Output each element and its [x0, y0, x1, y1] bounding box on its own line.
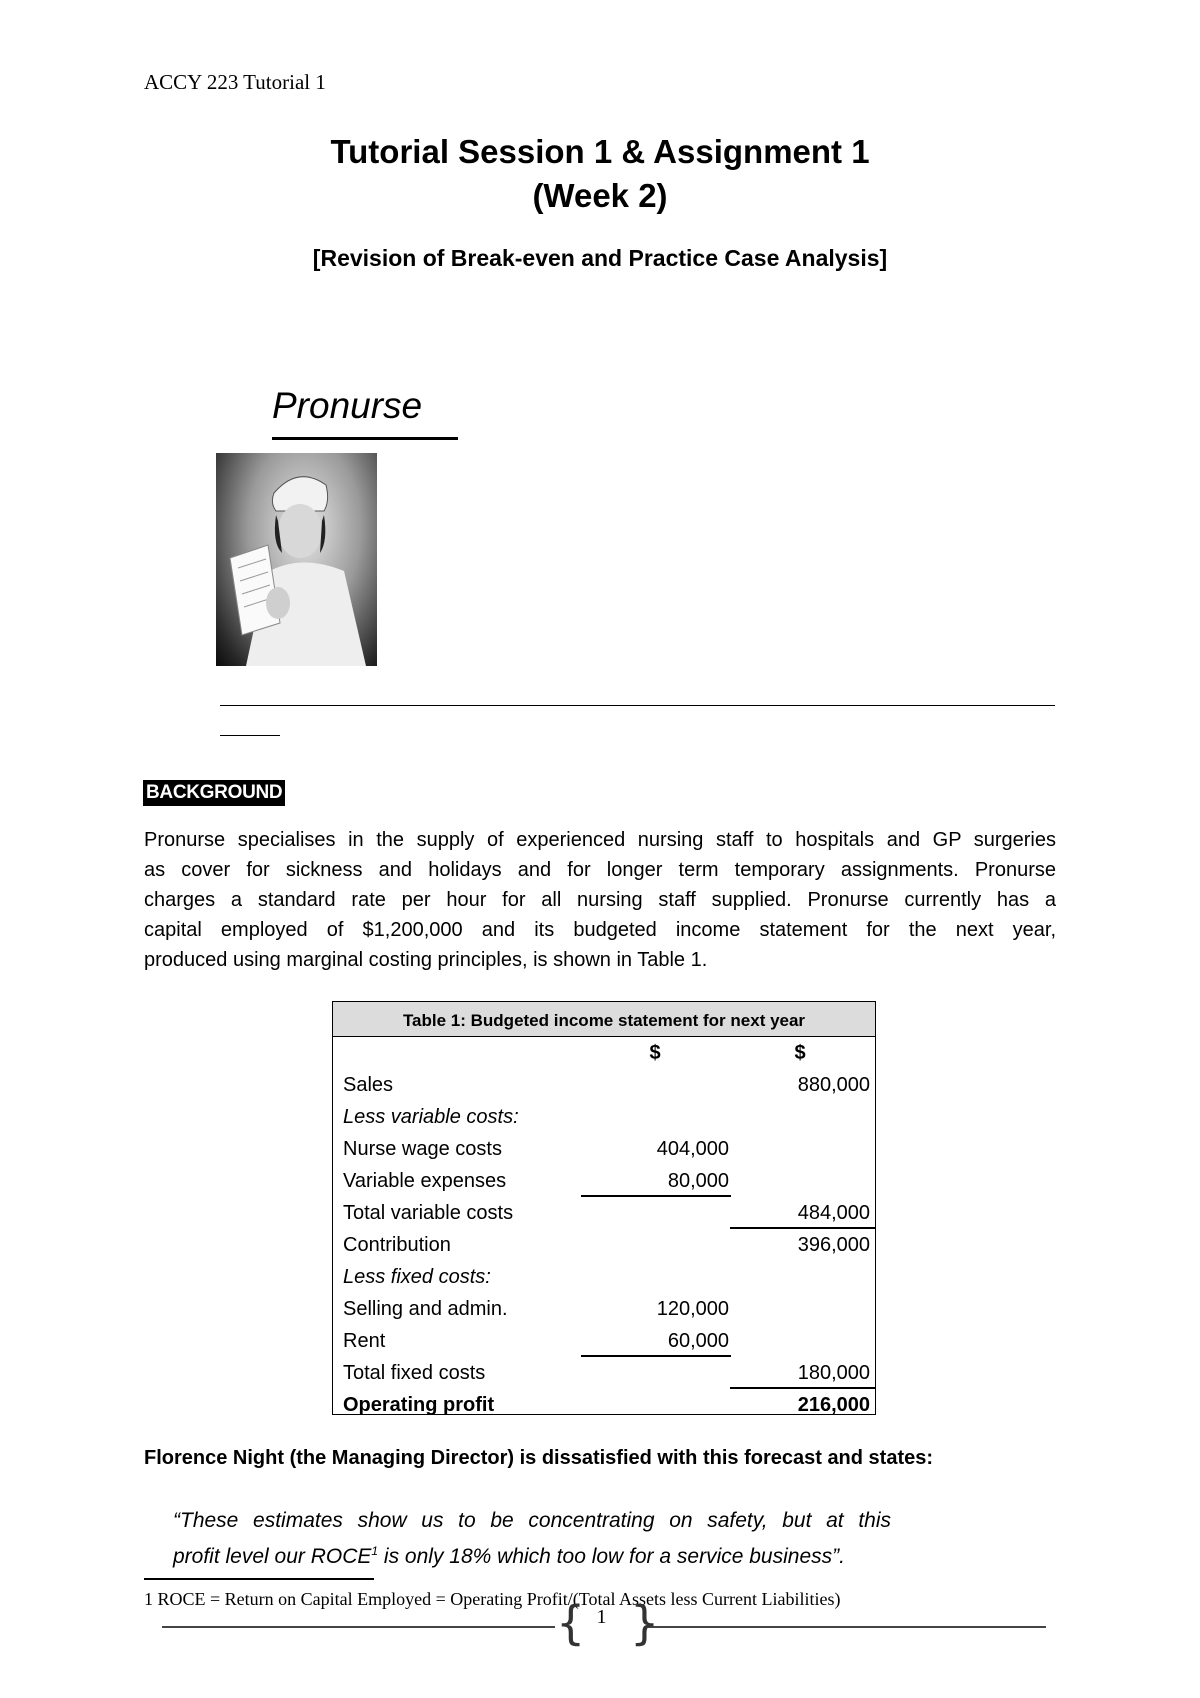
table-header-row [333, 1037, 875, 1069]
table-row [333, 1101, 875, 1133]
running-header: ACCY 223 Tutorial 1 [144, 70, 326, 94]
quote-line [173, 1536, 891, 1572]
row-label: Total variable costs [343, 1202, 514, 1224]
table-row [333, 1261, 875, 1293]
row-value: 880,000 [797, 1074, 870, 1096]
row-label: Selling and admin. [343, 1298, 508, 1320]
paragraph-line: charges a standard rate per hour for all nursing staff supplied. Pronurse currently has a [144, 889, 1056, 911]
table-row [333, 1229, 875, 1261]
table-row [333, 1389, 875, 1421]
table-row [333, 1069, 875, 1101]
row-label: Sales [343, 1074, 394, 1096]
table-row [333, 1325, 875, 1357]
table-caption: Table 1: Budgeted income statement for next year [333, 1002, 875, 1037]
footnote-marker: 1 [371, 1544, 379, 1558]
section-badge: BACKGROUND [143, 780, 285, 806]
table-row [333, 1357, 875, 1389]
column-header: $ [649, 1042, 661, 1064]
row-label: Nurse wage costs [343, 1138, 502, 1160]
table-row [333, 1165, 875, 1197]
background-paragraph [144, 825, 1056, 975]
row-value: 396,000 [797, 1234, 870, 1256]
footnote-separator [144, 1578, 374, 1580]
row-value: 60,000 [667, 1330, 729, 1352]
row-value: 404,000 [656, 1138, 729, 1160]
row-value: 80,000 [667, 1170, 729, 1192]
row-label: Operating profit [343, 1394, 495, 1416]
page-number: 1 [596, 1606, 607, 1628]
row-label: Rent [343, 1330, 386, 1352]
table-row [333, 1293, 875, 1325]
footnote: 1 ROCE = Return on Capital Employed = Operating Profit/(Total Assets less Current Liabilities) [144, 1589, 841, 1609]
table-row [333, 1133, 875, 1165]
nurse-photo [216, 453, 377, 666]
row-value: 120,000 [656, 1298, 729, 1320]
right-brace-icon: } [630, 1596, 660, 1650]
subtitle: [Revision of Break-even and Practice Case Analysis] [312, 245, 888, 271]
row-value: 180,000 [797, 1362, 870, 1384]
quote-text: is only 18% which too low for a service business”. [378, 1545, 845, 1568]
quote-line: “These estimates show us to be concentrating on safety, but at this [173, 1509, 891, 1532]
row-value: 484,000 [797, 1202, 870, 1224]
income-statement-table [332, 1001, 876, 1415]
separator-line [220, 705, 1055, 706]
paragraph-line: Pronurse specialises in the supply of experienced nursing staff to hospitals and GP surgeries [144, 829, 1056, 851]
column-header: $ [794, 1042, 806, 1064]
footer-line [162, 1626, 555, 1628]
title-line-1: Tutorial Session 1 & Assignment 1 [330, 133, 870, 170]
row-value: 216,000 [797, 1394, 870, 1416]
row-label: Less variable costs: [343, 1106, 519, 1128]
row-label: Variable expenses [343, 1170, 507, 1192]
nurse-illustration [216, 453, 377, 666]
table-row [333, 1197, 875, 1229]
footer-line [648, 1626, 1046, 1628]
brand-name: Pronurse [272, 385, 423, 426]
paragraph-line: capital employed of $1,200,000 and its budgeted income statement for the next year, [144, 919, 1056, 941]
title-line-2: (Week 2) [532, 177, 668, 214]
director-quote [173, 1505, 891, 1572]
row-label: Less fixed costs: [343, 1266, 491, 1288]
quote-text: profit level our ROCE [173, 1545, 372, 1568]
row-label: Total fixed costs [343, 1362, 486, 1384]
left-brace-icon: { [556, 1596, 586, 1650]
paragraph-line: as cover for sickness and holidays and for longer term temporary assignments. Pronurse [144, 859, 1056, 881]
page-title [0, 130, 1200, 218]
brand-underline [272, 437, 458, 440]
separator-line-short [220, 735, 280, 736]
paragraph-line: produced using marginal costing principles, is shown in Table 1. [144, 949, 708, 971]
director-statement: Florence Night (the Managing Director) is dissatisfied with this forecast and states: [144, 1447, 934, 1469]
row-label: Contribution [343, 1234, 451, 1256]
